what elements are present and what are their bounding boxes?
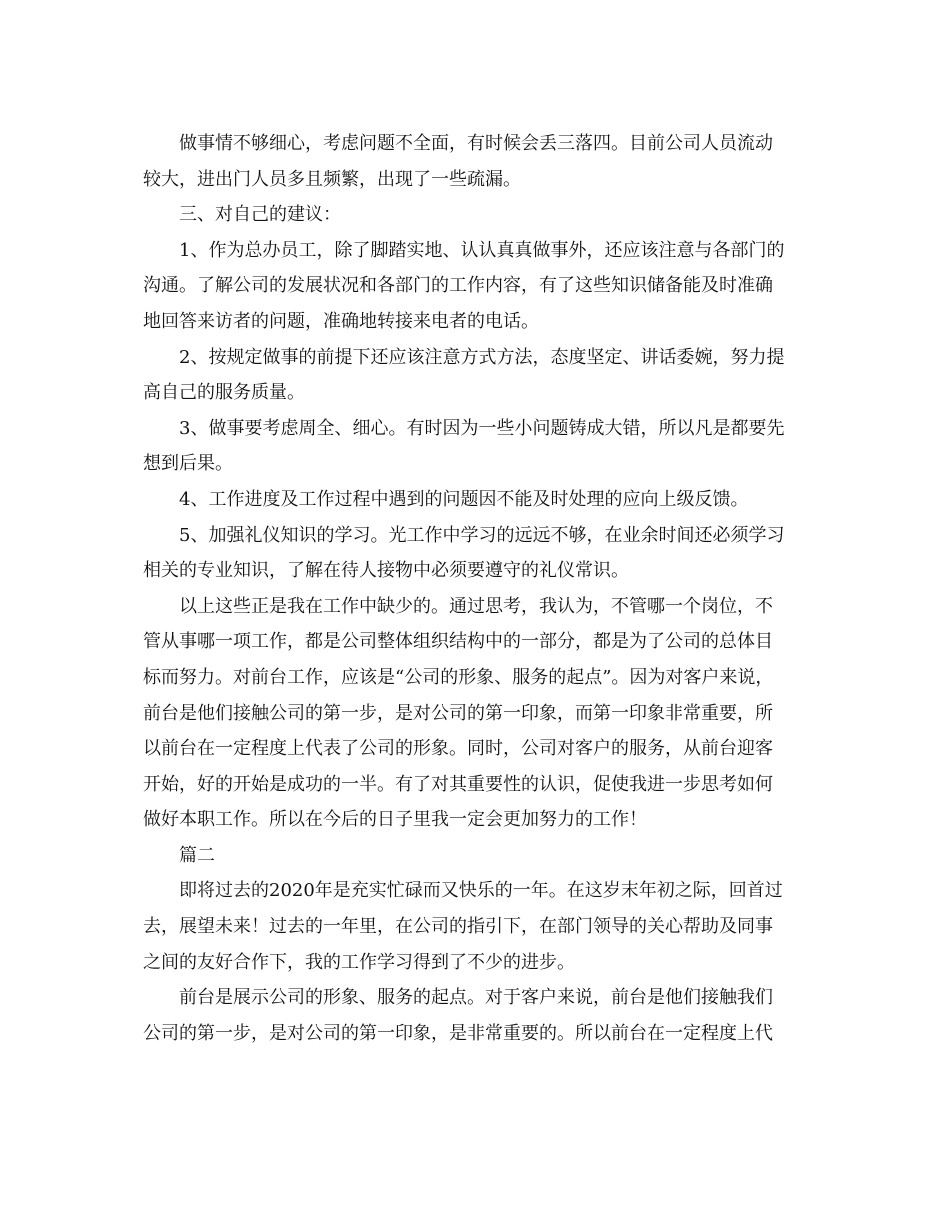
text-line: 管从事哪一项工作，都是公司整体组织结构中的一部分，都是为了公司的总体目: [143, 631, 773, 653]
text-line: 做事情不够细心，考虑问题不全面，有时候会丢三落四。目前公司人员流动: [179, 133, 773, 154]
text-line: 5、加强礼仪知识的学习。光工作中学习的远远不够，在业余时间还必须学习: [179, 524, 785, 546]
text-line: 三、对自己的建议：: [179, 204, 341, 226]
text-line: 前台是他们接触公司的第一步，是对公司的第一印象，而第一印象非常重要，所: [143, 702, 773, 724]
text-line: 前台是展示公司的形象、服务的起点。对于客户来说，前台是他们接触我们: [179, 987, 773, 1009]
text-line: 去，展望未来！过去的一年里，在公司的指引下，在部门领导的关心帮助及同事: [143, 916, 773, 938]
text-line: 做好本职工作。所以在今后的日子里我一定会更加努力的工作！: [143, 809, 647, 831]
text-line: 较大，进出门人员多且频繁，出现了一些疏漏。: [143, 168, 521, 190]
text-line: 1、作为总办员工，除了脚踏实地、认认真真做事外，还应该注意与各部门的: [179, 239, 785, 261]
text-line: 3、做事要考虑周全、细心。有时因为一些小问题铸成大错，所以凡是都要先: [179, 417, 785, 439]
text-line: 标而努力。对前台工作，应该是“公司的形象、服务的起点”。因为对客户来说，: [143, 666, 774, 688]
text-line: 以前台在一定程度上代表了公司的形象。同时，公司对客户的服务，从前台迎客: [143, 738, 773, 760]
text-line: 篇二: [179, 844, 215, 866]
text-line: 开始，好的开始是成功的一半。有了对其重要性的认识，促使我进一步思考如何: [143, 773, 773, 795]
text-line: 地回答来访者的问题，准确地转接来电者的电话。: [143, 310, 539, 332]
text-line: 以上这些正是我在工作中缺少的。通过思考，我认为，不管哪一个岗位，不: [179, 595, 773, 617]
text-line: 高自己的服务质量。: [143, 382, 305, 404]
text-line: 沟通。了解公司的发展状况和各部门的工作内容，有了这些知识储备能及时准确: [143, 275, 773, 297]
text-line: 4、工作进度及工作过程中遇到的问题因不能及时处理的应向上级反馈。: [179, 488, 749, 510]
text-line: 相关的专业知识，了解在待人接物中必须要遵守的礼仪常识。: [143, 560, 629, 582]
text-line: 公司的第一步，是对公司的第一印象，是非常重要的。所以前台在一定程度上代: [143, 1022, 773, 1044]
document-body: [143, 126, 805, 1051]
text-line: 想到后果。: [143, 453, 233, 475]
text-line: 2、按规定做事的前提下还应该注意方式方法，态度坚定、讲话委婉，努力提: [179, 346, 785, 368]
text-line: 之间的友好合作下，我的工作学习得到了不少的进步。: [143, 951, 575, 973]
text-line: 即将过去的2020年是充实忙碌而又快乐的一年。在这岁末年初之际，回首过: [179, 880, 783, 902]
